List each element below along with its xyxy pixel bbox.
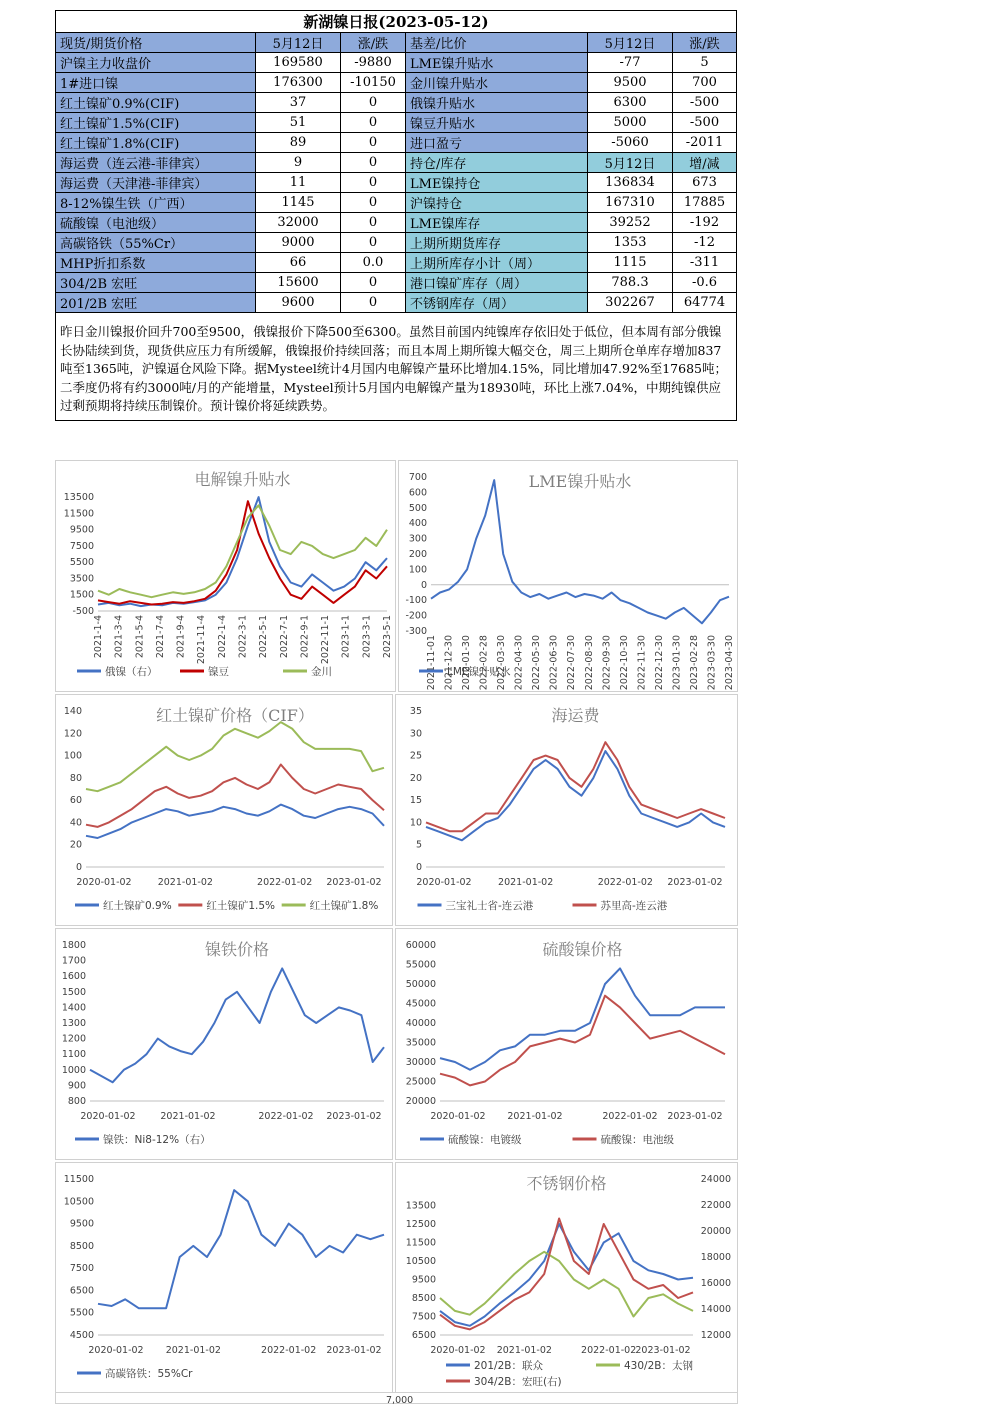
row-change-right: 64774 <box>673 293 737 313</box>
row-change-right: -2011 <box>673 133 737 153</box>
x-tick-label: 2021-01-02 <box>496 1345 552 1356</box>
x-tick-label: 2020-01-02 <box>80 1111 136 1122</box>
header-right-change: 涨/跌 <box>673 33 737 53</box>
x-tick-label: 2022-1-4 <box>216 615 228 659</box>
row-change-left: 0 <box>341 173 406 193</box>
chart-title: 硫酸镍价格 <box>542 940 623 959</box>
x-tick-label: 2022-08-30 <box>583 635 595 691</box>
y2-tick-label: 12000 <box>700 1330 731 1341</box>
row-value-left: 9000 <box>256 233 341 253</box>
x-tick-label: 2022-10-30 <box>618 635 630 691</box>
x-tick-label: 2022-01-02 <box>258 1111 314 1122</box>
y-tick-label: 600 <box>408 487 427 499</box>
legend-label: 硫酸镍：电镀级 <box>448 1134 522 1146</box>
row-change-left: 0 <box>341 233 406 253</box>
x-tick-label: 2021-12-30 <box>443 635 455 691</box>
y-tick-label: 11500 <box>405 1237 436 1249</box>
y-tick-label: 100 <box>63 750 82 762</box>
y-tick-label: 11500 <box>63 508 94 520</box>
x-tick-label: 2023-1-1 <box>340 615 352 659</box>
table-row <box>56 193 737 213</box>
row-label-left: 8-12%镍生铁（广西） <box>56 193 256 213</box>
report-title: 新湖镍日报(2023-05-12) <box>56 11 737 33</box>
y-tick-label: 6500 <box>69 1285 94 1297</box>
y-tick-label: 55000 <box>405 959 436 971</box>
y-tick-label: 7500 <box>69 1263 94 1275</box>
x-tick-label: 2023-01-02 <box>667 877 723 888</box>
row-value-right: 5月12日 <box>588 153 673 173</box>
x-tick-label: 2022-07-30 <box>566 635 578 691</box>
row-value-right: -5060 <box>588 133 673 153</box>
partial-chart-tick: 7,000 <box>386 1395 414 1405</box>
row-label-left: 1#进口镍 <box>56 73 256 93</box>
row-label-right: LME镍库存 <box>406 213 588 233</box>
series-line-0 <box>440 968 725 1069</box>
y-tick-label: 1800 <box>61 940 86 951</box>
row-change-right: -12 <box>673 233 737 253</box>
y-tick-label: 0 <box>415 862 422 873</box>
header-left-label: 现货/期货价格 <box>56 33 256 53</box>
row-value-right: 788.3 <box>588 273 673 293</box>
y-tick-label: 50000 <box>405 979 436 990</box>
x-tick-label: 2021-5-4 <box>134 615 146 659</box>
row-change-left: 0 <box>341 113 406 133</box>
row-change-right: -500 <box>673 93 737 113</box>
chart-svg <box>399 461 737 691</box>
x-tick-label: 2022-03-30 <box>496 635 508 691</box>
x-tick-label: 2022-5-1 <box>258 615 270 659</box>
row-value-left: 66 <box>256 253 341 273</box>
row-value-left: 51 <box>256 113 341 133</box>
y-tick-label: 10 <box>409 817 422 829</box>
y-tick-label: 12500 <box>405 1219 436 1230</box>
table-row <box>56 53 737 73</box>
report-table <box>55 10 737 421</box>
x-tick-label: 2021-01-02 <box>160 1111 216 1122</box>
row-label-left: 沪镍主力收盘价 <box>56 53 256 73</box>
row-change-right: -500 <box>673 113 737 133</box>
row-change-right: 增/减 <box>673 153 737 173</box>
row-value-left: 1145 <box>256 193 341 213</box>
x-tick-label: 2021-01-02 <box>157 877 213 888</box>
chart-svg <box>56 695 392 925</box>
x-tick-label: 2023-03-30 <box>706 635 718 691</box>
y-tick-label: 13500 <box>405 1200 436 1212</box>
row-label-left: 红土镍矿0.9%(CIF) <box>56 93 256 113</box>
y-tick-label: 400 <box>408 518 427 530</box>
x-tick-label: 2022-11-1 <box>320 615 332 665</box>
y-tick-label: 40000 <box>405 1018 436 1029</box>
row-change-left: 0.0 <box>341 253 406 273</box>
x-tick-label: 2021-1-4 <box>93 615 104 659</box>
row-change-left: 0 <box>341 273 406 293</box>
x-tick-label: 2022-09-30 <box>601 635 613 691</box>
y-tick-label: 140 <box>63 706 82 717</box>
y-tick-label: 5 <box>415 839 422 851</box>
x-tick-label: 2022-7-1 <box>278 615 290 659</box>
row-label-right: 港口镍矿库存（周） <box>406 273 588 293</box>
y-tick-label: -300 <box>405 626 427 637</box>
x-tick-label: 2021-3-4 <box>113 615 125 659</box>
legend-label: 红土镍矿1.8% <box>309 900 379 912</box>
row-label-left: 304/2B 宏旺 <box>56 273 256 293</box>
chart-title: 海运费 <box>551 706 600 725</box>
row-label-left: 红土镍矿1.5%(CIF) <box>56 113 256 133</box>
row-label-left: 硫酸镍（电池级） <box>56 213 256 233</box>
table-row <box>56 73 737 93</box>
y-tick-label: 0 <box>75 862 82 873</box>
x-tick-label: 2023-04-30 <box>724 635 735 691</box>
legend-label: 镍豆 <box>208 666 229 678</box>
row-label-right: 上期所库存小计（周） <box>406 253 588 273</box>
chart-electrolytic <box>55 460 396 692</box>
row-label-left: 海运费（天津港-菲律宾） <box>56 173 256 193</box>
x-tick-label: 2022-04-30 <box>513 635 525 691</box>
row-value-left: 9 <box>256 153 341 173</box>
chart-lme <box>398 460 738 692</box>
chart-title: 红土镍矿价格（CIF） <box>156 706 314 725</box>
y-tick-label: 60 <box>69 795 82 807</box>
x-tick-label: 2021-01-02 <box>507 1111 563 1122</box>
x-tick-label: 2020-01-02 <box>430 1345 486 1356</box>
market-commentary: 昨日金川镍报价回升700至9500，俄镍报价下降500至6300。虽然目前国内纯镍库存依旧处于低位，但本周有部分俄镍长协陆续到货，现货供应压力有所缓解，俄镍报价持续回落；而且本周上期所镍大幅交仓，周三上期所仓单库存增加837吨至1365吨，沪镍逼仓风险下降。据Mysteel统计4月国内电解镍产量环比增加4.15%，同比增加47.92%至17685吨；二季度仍将有约3000吨/月的产能增量，Mysteel预计5月国内电解镍产量为18930吨，环比上涨7.04%，中期纯镍供应过剩预期将持续压制镍价。预计镍价将延续跌势。 <box>56 313 737 421</box>
y-tick-label: 5500 <box>69 557 94 569</box>
y2-tick-label: 16000 <box>700 1278 731 1289</box>
y-tick-label: 35000 <box>405 1037 436 1049</box>
legend-label: 高碳铬铁：55%Cr <box>105 1368 193 1380</box>
y-tick-label: 1200 <box>61 1033 86 1045</box>
x-tick-label: 2023-01-02 <box>326 1345 382 1356</box>
y-tick-label: 1300 <box>61 1018 86 1029</box>
x-tick-label: 2022-3-1 <box>237 615 249 659</box>
row-value-right: 136834 <box>588 173 673 193</box>
legend-label: 苏里高-连云港 <box>600 900 668 912</box>
legend-label: 红土镍矿0.9% <box>103 900 172 912</box>
series-line-2 <box>98 505 387 597</box>
row-change-right: -311 <box>673 253 737 273</box>
y-tick-label: 80 <box>69 772 82 784</box>
x-tick-label: 2023-01-02 <box>635 1345 691 1356</box>
y-tick-label: 10500 <box>405 1256 436 1267</box>
legend-label: 俄镍（右） <box>105 666 158 678</box>
y-tick-label: 9500 <box>411 1274 436 1286</box>
y-tick-label: 10500 <box>63 1196 94 1208</box>
row-label-right: 上期所期货库存 <box>406 233 588 253</box>
row-change-left: 0 <box>341 133 406 153</box>
y-tick-label: 15 <box>409 795 422 807</box>
legend-label: 红土镍矿1.5% <box>206 900 276 912</box>
chart-freight <box>395 694 738 926</box>
y-tick-label: 20000 <box>405 1096 436 1107</box>
series-line-0 <box>98 1190 384 1308</box>
x-tick-label: 2023-5-1 <box>382 615 393 659</box>
table-row <box>56 253 737 273</box>
y-tick-label: 40 <box>69 817 82 829</box>
series-line-0 <box>431 480 729 623</box>
x-tick-label: 2022-9-1 <box>299 615 311 659</box>
y-tick-label: 11500 <box>63 1174 94 1185</box>
row-label-right: 不锈钢库存（周） <box>406 293 588 313</box>
y-tick-label: 1500 <box>61 986 86 998</box>
row-value-right: 39252 <box>588 213 673 233</box>
row-label-right: 镍豆升贴水 <box>406 113 588 133</box>
y-tick-label: 7500 <box>69 540 94 552</box>
row-value-right: 9500 <box>588 73 673 93</box>
y-tick-label: -500 <box>72 606 94 617</box>
chart-npi <box>55 928 393 1160</box>
chart-svg <box>56 1163 392 1393</box>
x-tick-label: 2023-01-02 <box>326 1111 382 1122</box>
x-tick-label: 2023-3-1 <box>361 615 373 659</box>
row-label-left: 高碳铬铁（55%Cr） <box>56 233 256 253</box>
chart-svg <box>396 1163 737 1393</box>
y2-tick-label: 20000 <box>700 1226 731 1237</box>
row-label-right: 俄镍升贴水 <box>406 93 588 113</box>
x-tick-label: 2021-01-02 <box>498 877 554 888</box>
legend-label: 430/2B：太钢 <box>624 1360 693 1372</box>
series-line-2 <box>86 722 384 791</box>
y-tick-label: 100 <box>408 564 427 576</box>
header-left-change: 涨/跌 <box>341 33 406 53</box>
row-label-left: MHP折扣系数 <box>56 253 256 273</box>
header-row <box>56 33 737 53</box>
y-tick-label: 300 <box>408 533 427 545</box>
chart-svg <box>396 695 737 925</box>
y-tick-label: 9500 <box>69 1218 94 1230</box>
row-change-right: -0.6 <box>673 273 737 293</box>
x-tick-label: 2022-06-30 <box>548 635 560 691</box>
chart-title: 不锈钢价格 <box>526 1174 607 1193</box>
row-value-right: 302267 <box>588 293 673 313</box>
chart-stainless <box>395 1162 738 1394</box>
row-value-left: 89 <box>256 133 341 153</box>
x-tick-label: 2022-05-30 <box>531 635 543 691</box>
y2-tick-label: 18000 <box>700 1252 731 1263</box>
row-change-left: 0 <box>341 193 406 213</box>
row-label-right: 进口盈亏 <box>406 133 588 153</box>
y-tick-label: 9500 <box>69 524 94 536</box>
y-tick-label: 1000 <box>61 1064 86 1076</box>
x-tick-label: 2020-01-02 <box>430 1111 486 1122</box>
row-change-right: 17885 <box>673 193 737 213</box>
row-label-left: 201/2B 宏旺 <box>56 293 256 313</box>
row-label-right: LME镍升贴水 <box>406 53 588 73</box>
row-value-right: 1353 <box>588 233 673 253</box>
row-change-left: -9880 <box>341 53 406 73</box>
x-tick-label: 2021-11-01 <box>426 635 437 691</box>
row-change-left: -10150 <box>341 73 406 93</box>
row-change-right: 700 <box>673 73 737 93</box>
chart-svg <box>56 929 392 1159</box>
chart-nickel-sulfate <box>395 928 738 1160</box>
series-line-1 <box>440 996 725 1086</box>
table-row <box>56 153 737 173</box>
y-tick-label: 900 <box>67 1080 86 1092</box>
y2-tick-label: 14000 <box>700 1304 731 1315</box>
chart-partial <box>55 1392 738 1404</box>
x-tick-label: 2022-01-30 <box>461 635 473 691</box>
series-line-2 <box>440 1219 693 1330</box>
x-tick-label: 2022-11-30 <box>636 635 648 691</box>
x-tick-label: 2021-11-4 <box>196 615 208 665</box>
y-tick-label: 5500 <box>69 1307 94 1319</box>
y-tick-label: 45000 <box>405 998 436 1010</box>
row-change-right: 5 <box>673 53 737 73</box>
series-line-0 <box>98 497 387 606</box>
row-value-left: 176300 <box>256 73 341 93</box>
row-change-left: 0 <box>341 153 406 173</box>
legend-label: 镍铁：Ni8-12%（右） <box>103 1134 211 1146</box>
row-value-right: -77 <box>588 53 673 73</box>
row-value-left: 15600 <box>256 273 341 293</box>
x-tick-label: 2023-01-30 <box>671 635 683 691</box>
y-tick-label: 6500 <box>411 1330 436 1341</box>
row-change-right: 673 <box>673 173 737 193</box>
row-value-left: 37 <box>256 93 341 113</box>
y-tick-label: 1500 <box>69 589 94 601</box>
y-tick-label: 8500 <box>69 1240 94 1252</box>
legend-label: 304/2B：宏旺(右) <box>474 1376 562 1388</box>
chart-laterite <box>55 694 393 926</box>
y-tick-label: 3500 <box>69 573 94 585</box>
row-value-right: 167310 <box>588 193 673 213</box>
row-value-right: 1115 <box>588 253 673 273</box>
x-tick-label: 2021-7-4 <box>154 615 166 659</box>
row-label-left: 海运费（连云港-菲律宾） <box>56 153 256 173</box>
x-tick-label: 2022-01-02 <box>602 1111 658 1122</box>
row-label-right: 沪镍持仓 <box>406 193 588 213</box>
series-line-0 <box>426 751 725 840</box>
table-row <box>56 213 737 233</box>
y-tick-label: 800 <box>67 1096 86 1107</box>
x-tick-label: 2023-01-02 <box>326 877 382 888</box>
legend-label: 三宝礼士省-连云港 <box>445 900 534 912</box>
y-tick-label: 20 <box>409 772 422 784</box>
y2-tick-label: 22000 <box>700 1200 731 1211</box>
table-row <box>56 273 737 293</box>
y-tick-label: 500 <box>408 502 427 514</box>
chart-svg <box>396 929 737 1159</box>
row-label-right: 持仓/库存 <box>406 153 588 173</box>
y-tick-label: 1600 <box>61 971 86 983</box>
series-line-1 <box>426 742 725 831</box>
row-change-left: 0 <box>341 293 406 313</box>
header-right-date: 5月12日 <box>588 33 673 53</box>
row-value-right: 5000 <box>588 113 673 133</box>
x-tick-label: 2023-01-02 <box>667 1111 723 1122</box>
series-line-0 <box>90 968 384 1082</box>
y-tick-label: 1400 <box>61 1002 86 1014</box>
row-change-left: 0 <box>341 213 406 233</box>
legend-label: LME镍升贴水 <box>447 666 511 678</box>
table-row <box>56 113 737 133</box>
x-tick-label: 2022-01-02 <box>597 877 653 888</box>
chart-title: 电解镍升贴水 <box>194 470 291 489</box>
y-tick-label: 200 <box>408 549 427 560</box>
y-tick-label: 60000 <box>405 940 436 951</box>
chart-title: 镍铁价格 <box>204 940 270 959</box>
x-tick-label: 2022-01-02 <box>261 1345 317 1356</box>
row-value-left: 9600 <box>256 293 341 313</box>
table-row <box>56 133 737 153</box>
table-row <box>56 173 737 193</box>
chart-svg <box>56 461 395 691</box>
chart-title: LME镍升贴水 <box>528 472 632 491</box>
row-value-left: 11 <box>256 173 341 193</box>
row-label-right: 金川镍升贴水 <box>406 73 588 93</box>
y-tick-label: 1700 <box>61 955 86 967</box>
y-tick-label: 25 <box>409 750 422 762</box>
y-tick-label: 700 <box>408 472 427 483</box>
y-tick-label: -200 <box>405 610 427 622</box>
y-tick-label: 120 <box>63 728 82 740</box>
x-tick-label: 2020-01-02 <box>88 1345 144 1356</box>
x-tick-label: 2022-02-28 <box>478 635 490 691</box>
y-tick-label: 8500 <box>411 1293 436 1304</box>
y-tick-label: 30 <box>409 728 422 740</box>
table-row <box>56 233 737 253</box>
x-tick-label: 2022-12-30 <box>653 635 665 691</box>
header-left-date: 5月12日 <box>256 33 341 53</box>
x-tick-label: 2022-01-02 <box>581 1345 637 1356</box>
x-tick-label: 2020-01-02 <box>76 877 132 888</box>
x-tick-label: 2023-02-28 <box>688 635 700 691</box>
y2-tick-label: 24000 <box>700 1174 731 1185</box>
row-value-left: 32000 <box>256 213 341 233</box>
series-line-1 <box>98 501 387 604</box>
y-tick-label: 13500 <box>63 492 94 504</box>
x-tick-label: 2021-9-4 <box>175 615 187 659</box>
row-value-right: 6300 <box>588 93 673 113</box>
table-row <box>56 293 737 313</box>
series-line-1 <box>440 1252 693 1317</box>
chart-ferrochrome <box>55 1162 393 1394</box>
x-tick-label: 2021-01-02 <box>165 1345 221 1356</box>
y-tick-label: -100 <box>405 595 427 607</box>
row-change-right: -192 <box>673 213 737 233</box>
y-tick-label: 20 <box>69 839 82 851</box>
y-tick-label: 25000 <box>405 1076 436 1088</box>
row-change-left: 0 <box>341 93 406 113</box>
row-value-left: 169580 <box>256 53 341 73</box>
y-tick-label: 0 <box>420 579 427 591</box>
legend-label: 金川 <box>311 666 332 678</box>
header-right-label: 基差/比价 <box>406 33 588 53</box>
legend-label: 硫酸镍：电池级 <box>600 1134 674 1146</box>
table-row <box>56 93 737 113</box>
row-label-left: 红土镍矿1.8%(CIF) <box>56 133 256 153</box>
row-label-right: LME镍持仓 <box>406 173 588 193</box>
y-tick-label: 35 <box>409 706 422 717</box>
x-tick-label: 2020-01-02 <box>416 877 472 888</box>
y-tick-label: 7500 <box>411 1311 436 1323</box>
y-tick-label: 4500 <box>69 1330 94 1341</box>
y-tick-label: 1100 <box>61 1049 86 1061</box>
x-tick-label: 2022-01-02 <box>257 877 313 888</box>
y-tick-label: 30000 <box>405 1057 436 1068</box>
legend-label: 201/2B：联众 <box>474 1360 543 1372</box>
